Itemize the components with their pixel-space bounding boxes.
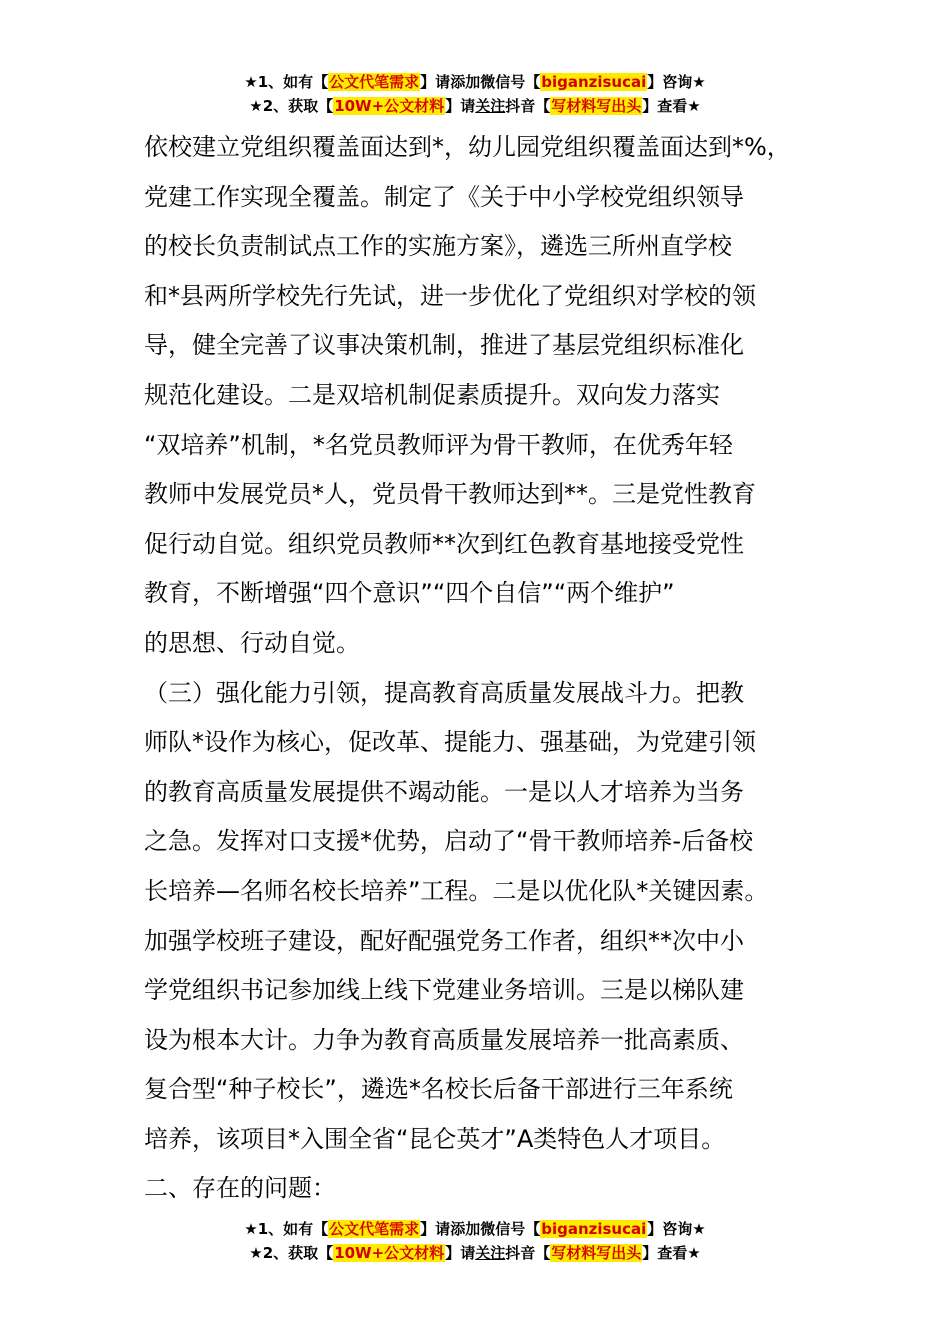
text-line: 设为根本大计。力争为教育高质量发展培养一批高素质、 xyxy=(144,1025,744,1054)
banner-text: 】请 xyxy=(420,1220,451,1238)
text-line: 的教育高质量发展提供不竭动能。一是以人才培养为当务 xyxy=(144,777,744,806)
banner-text: 】查看★ xyxy=(642,1244,701,1262)
text-line: 依校建立党组织覆盖面达到*，幼儿园党组织覆盖面达到*%， xyxy=(144,133,791,161)
text-line: 长培养—名师名校长培养”工程。二是以优化队*关键因素。 xyxy=(144,876,769,905)
banner-text: 】请 xyxy=(420,73,451,91)
highlight-tag: 10W+公文材料 xyxy=(334,97,445,115)
text-line: “双培养”机制，*名党员教师评为骨干教师，在优秀年轻 xyxy=(144,430,733,459)
section-heading: 二、存在的问题： xyxy=(144,1174,336,1203)
banner-text: 关注 xyxy=(475,1244,506,1262)
highlight-tag: biganzisucai xyxy=(541,1220,647,1238)
highlight-tag: 公文代笔需求 xyxy=(329,1220,420,1238)
banner-text: 】请 xyxy=(445,97,476,115)
banner-text: 微信号【 xyxy=(480,1220,541,1238)
highlight-tag: 公文代笔需求 xyxy=(329,73,420,91)
banner-text: 抖音【 xyxy=(505,97,551,115)
text-line: 教师中发展党员*人，党员骨干教师达到**。三是党性教育 xyxy=(144,480,756,509)
text-line: 规范化建设。二是双培机制促素质提升。双向发力落实 xyxy=(144,380,720,409)
banner-text: 微信号【 xyxy=(480,73,541,91)
footer-banner xyxy=(0,1217,950,1265)
text-line: 和*县两所学校先行先试，进一步优化了党组织对学校的领 xyxy=(144,281,756,310)
banner-text: 】咨询★ xyxy=(647,1220,706,1238)
banner-text: 】查看★ xyxy=(642,97,701,115)
highlight-tag: 写材料写出头 xyxy=(551,1244,642,1262)
banner-text: ★2、获取【 xyxy=(249,97,334,115)
banner-line-2 xyxy=(0,94,950,118)
text-line: 复合型“种子校长”，遴选*名校长后备干部进行三年系统 xyxy=(144,1075,733,1104)
text-line: 促行动自觉。组织党员教师**次到红色教育基地接受党性 xyxy=(144,529,744,558)
text-line: 加强学校班子建设，配好配强党务工作者，组织**次中小 xyxy=(144,926,744,955)
banner-text: ★1、如有【 xyxy=(244,73,329,91)
highlight-tag: 10W+公文材料 xyxy=(334,1244,445,1262)
banner-text: 添加 xyxy=(450,73,481,91)
text-line: 培养，该项目*入围全省“昆仑英才”A类特色人才项目。 xyxy=(144,1124,726,1153)
banner-line-2 xyxy=(0,1241,950,1265)
banner-line-1 xyxy=(0,1217,950,1241)
document-body xyxy=(144,123,834,1214)
highlight-tag: 写材料写出头 xyxy=(551,97,642,115)
banner-text: 】请 xyxy=(445,1244,476,1262)
text-line: 师队*设作为核心，促改革、提能力、强基础，为党建引领 xyxy=(144,728,756,757)
banner-text: 添加 xyxy=(450,1220,481,1238)
banner-text: 关注 xyxy=(475,97,506,115)
section-heading: （三）强化能力引领，提高教育高质量发展战斗力。把教 xyxy=(144,678,744,707)
banner-text: ★2、获取【 xyxy=(249,1244,334,1262)
banner-text: 】咨询★ xyxy=(647,73,706,91)
header-banner xyxy=(0,70,950,118)
text-line: 导，健全完善了议事决策机制，推进了基层党组织标准化 xyxy=(144,331,744,360)
text-line: 党建工作实现全覆盖。制定了《关于中小学校党组织领导 xyxy=(144,182,744,211)
banner-line-1 xyxy=(0,70,950,94)
highlight-tag: biganzisucai xyxy=(541,73,647,91)
text-line: 的思想、行动自觉。 xyxy=(144,628,360,657)
banner-text: ★1、如有【 xyxy=(244,1220,329,1238)
text-line: 教育，不断增强“四个意识”“四个自信”“两个维护” xyxy=(144,579,675,608)
banner-text: 抖音【 xyxy=(505,1244,551,1262)
text-line: 学党组织书记参加线上线下党建业务培训。三是以梯队建 xyxy=(144,976,744,1005)
text-line: 的校长负责制试点工作的实施方案》，遴选三所州直学校 xyxy=(144,232,732,261)
text-line: 之急。发挥对口支援*优势，启动了“骨干教师培养-后备校 xyxy=(144,827,754,856)
